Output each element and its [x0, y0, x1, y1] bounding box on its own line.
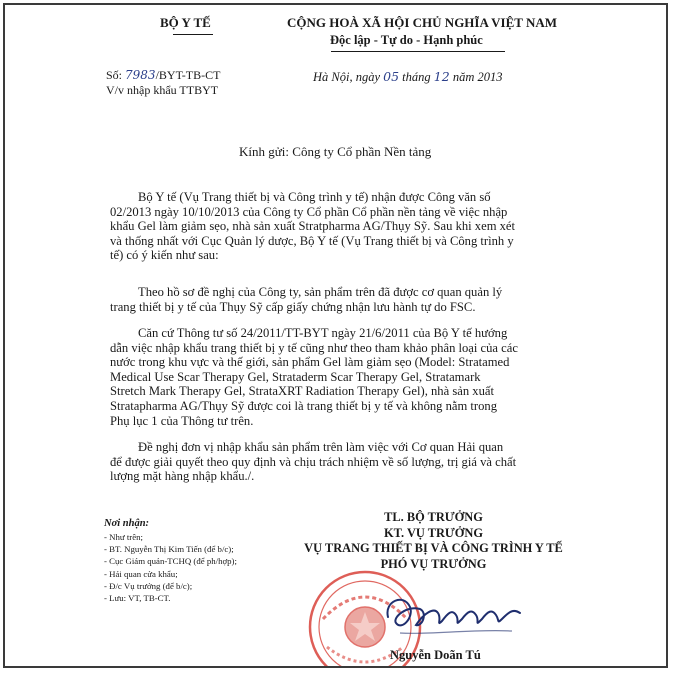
paragraph-line: Medical Use Scar Therapy Gel, Strataderm Scar Therapy Gel, Stratamark	[110, 369, 481, 384]
number-prefix: Số:	[106, 68, 123, 82]
recipients-list	[104, 517, 237, 604]
recipients-title: Nơi nhận:	[104, 518, 150, 529]
paragraph-2	[110, 285, 562, 314]
issue-date	[313, 69, 502, 85]
paragraph-line: dẫn việc nhập khẩu trang thiết bị y tế cũng như theo tham khảo phân loại của các	[110, 340, 518, 355]
paragraph-line: nước trong khu vực và thế giới, sản phẩm Gel làm giảm sẹo (Model: Stratamed	[110, 355, 510, 370]
recipient-item: - BT. Nguyễn Thị Kim Tiến (để b/c);	[104, 544, 234, 555]
date-year: năm 2013	[452, 70, 503, 84]
recipient-item: - Cục Giám quản-TCHQ (để ph/hợp);	[104, 556, 237, 567]
date-month-word: tháng	[402, 70, 431, 84]
handwritten-signature-icon	[380, 583, 530, 648]
handwritten-number: 7983	[125, 68, 156, 82]
addressee	[239, 144, 431, 160]
handwritten-day: 05	[383, 69, 400, 84]
signature-title-line: TL. BỘ TRƯỞNG	[384, 510, 483, 524]
document-subject: V/v nhập khẩu TTBYT	[106, 83, 219, 97]
signature-block	[297, 510, 570, 572]
paragraph-line: để được giải quyết theo quy định và chịu trách nhiệm về số lượng, trị giá và chất	[110, 454, 517, 469]
signature-title-line: KT. VỤ TRƯỞNG	[383, 525, 484, 540]
recipient-item: - Đ/c Vụ trưởng (để b/c);	[104, 580, 193, 591]
addressee-company: Công ty Cổ phần Nền tảng	[292, 144, 432, 159]
paragraph-line: Căn cứ Thông tư số 24/2011/TT-BYT ngày 21/6/2011 của Bộ Y tế hướng	[138, 326, 508, 340]
number-suffix: /BYT-TB-CT	[155, 68, 221, 82]
paragraph-line: tế) có ý kiến như sau:	[110, 248, 219, 263]
handwritten-month: 12	[433, 69, 450, 84]
paragraph-line: lượng mặt hàng nhập khẩu./.	[110, 469, 255, 484]
recipient-item: - Như trên;	[104, 532, 143, 542]
paragraph-line: Stretch Mark Therapy Gel, StrataXRT Radiation Therapy Gel), nhà sản xuất	[110, 384, 494, 399]
signature-title-line: VỤ TRANG THIẾT BỊ VÀ CÔNG TRÌNH Y TẾ	[304, 541, 563, 556]
paragraph-line: Đề nghị đơn vị nhập khẩu sản phẩm trên làm việc với Cơ quan Hải quan	[138, 440, 504, 454]
ministry-underline	[173, 34, 213, 35]
paragraph-4	[110, 440, 562, 484]
recipient-item: - Lưu: VT, TB-CT.	[104, 593, 171, 604]
paragraph-line: Phụ lục 1 của Thông tư trên.	[110, 413, 254, 428]
document-page	[3, 3, 668, 668]
country-name: CỘNG HOÀ XÃ HỘI CHỦ NGHĨA VIỆT NAM	[287, 15, 558, 30]
paragraph-3	[110, 326, 562, 428]
paragraph-line: và thống nhất với Cục Quản lý dược, Bộ Y tế (Vụ Trang thiết bị và Công trình y	[110, 233, 514, 248]
ministry-name: BỘ Y TẾ	[160, 15, 211, 30]
addressee-label: Kính gửi:	[239, 144, 290, 159]
date-place-day: Hà Nội, ngày	[313, 70, 381, 84]
paragraph-line: Stratapharma AG/Thụy Sỹ được coi là trang thiết bị y tế và không nằm trong	[110, 398, 498, 413]
recipient-item: - Hải quan cửa khẩu;	[104, 568, 178, 579]
paragraph-line: khẩu Gel làm giảm sẹo, nhà sản xuất Stratpharma AG/Thụy Sỹ. Sau khi xem xét	[110, 219, 516, 234]
paragraph-line: 02/2013 ngày 10/10/2013 của Công ty Cổ phần Cổ phần nền tảng về việc nhập	[110, 204, 508, 219]
motto-underline	[331, 51, 505, 52]
document-number	[106, 68, 220, 83]
signer-name: Nguyễn Doãn Tú	[390, 648, 481, 662]
paragraph-line: Bộ Y tế (Vụ Trang thiết bị và Công trình y tế) nhận được Công văn số	[138, 190, 491, 204]
national-motto: Độc lập - Tự do - Hạnh phúc	[330, 33, 483, 47]
paragraph-1	[110, 190, 562, 263]
signature-title-line: PHÓ VỤ TRƯỞNG	[380, 556, 487, 571]
paragraph-line: trang thiết bị y tế của Thụy Sỹ cấp giấy chứng nhận lưu hành tự do FSC.	[110, 299, 476, 314]
paragraph-line: Theo hồ sơ đề nghị của Công ty, sản phẩm trên đã được cơ quan quản lý	[138, 285, 503, 299]
